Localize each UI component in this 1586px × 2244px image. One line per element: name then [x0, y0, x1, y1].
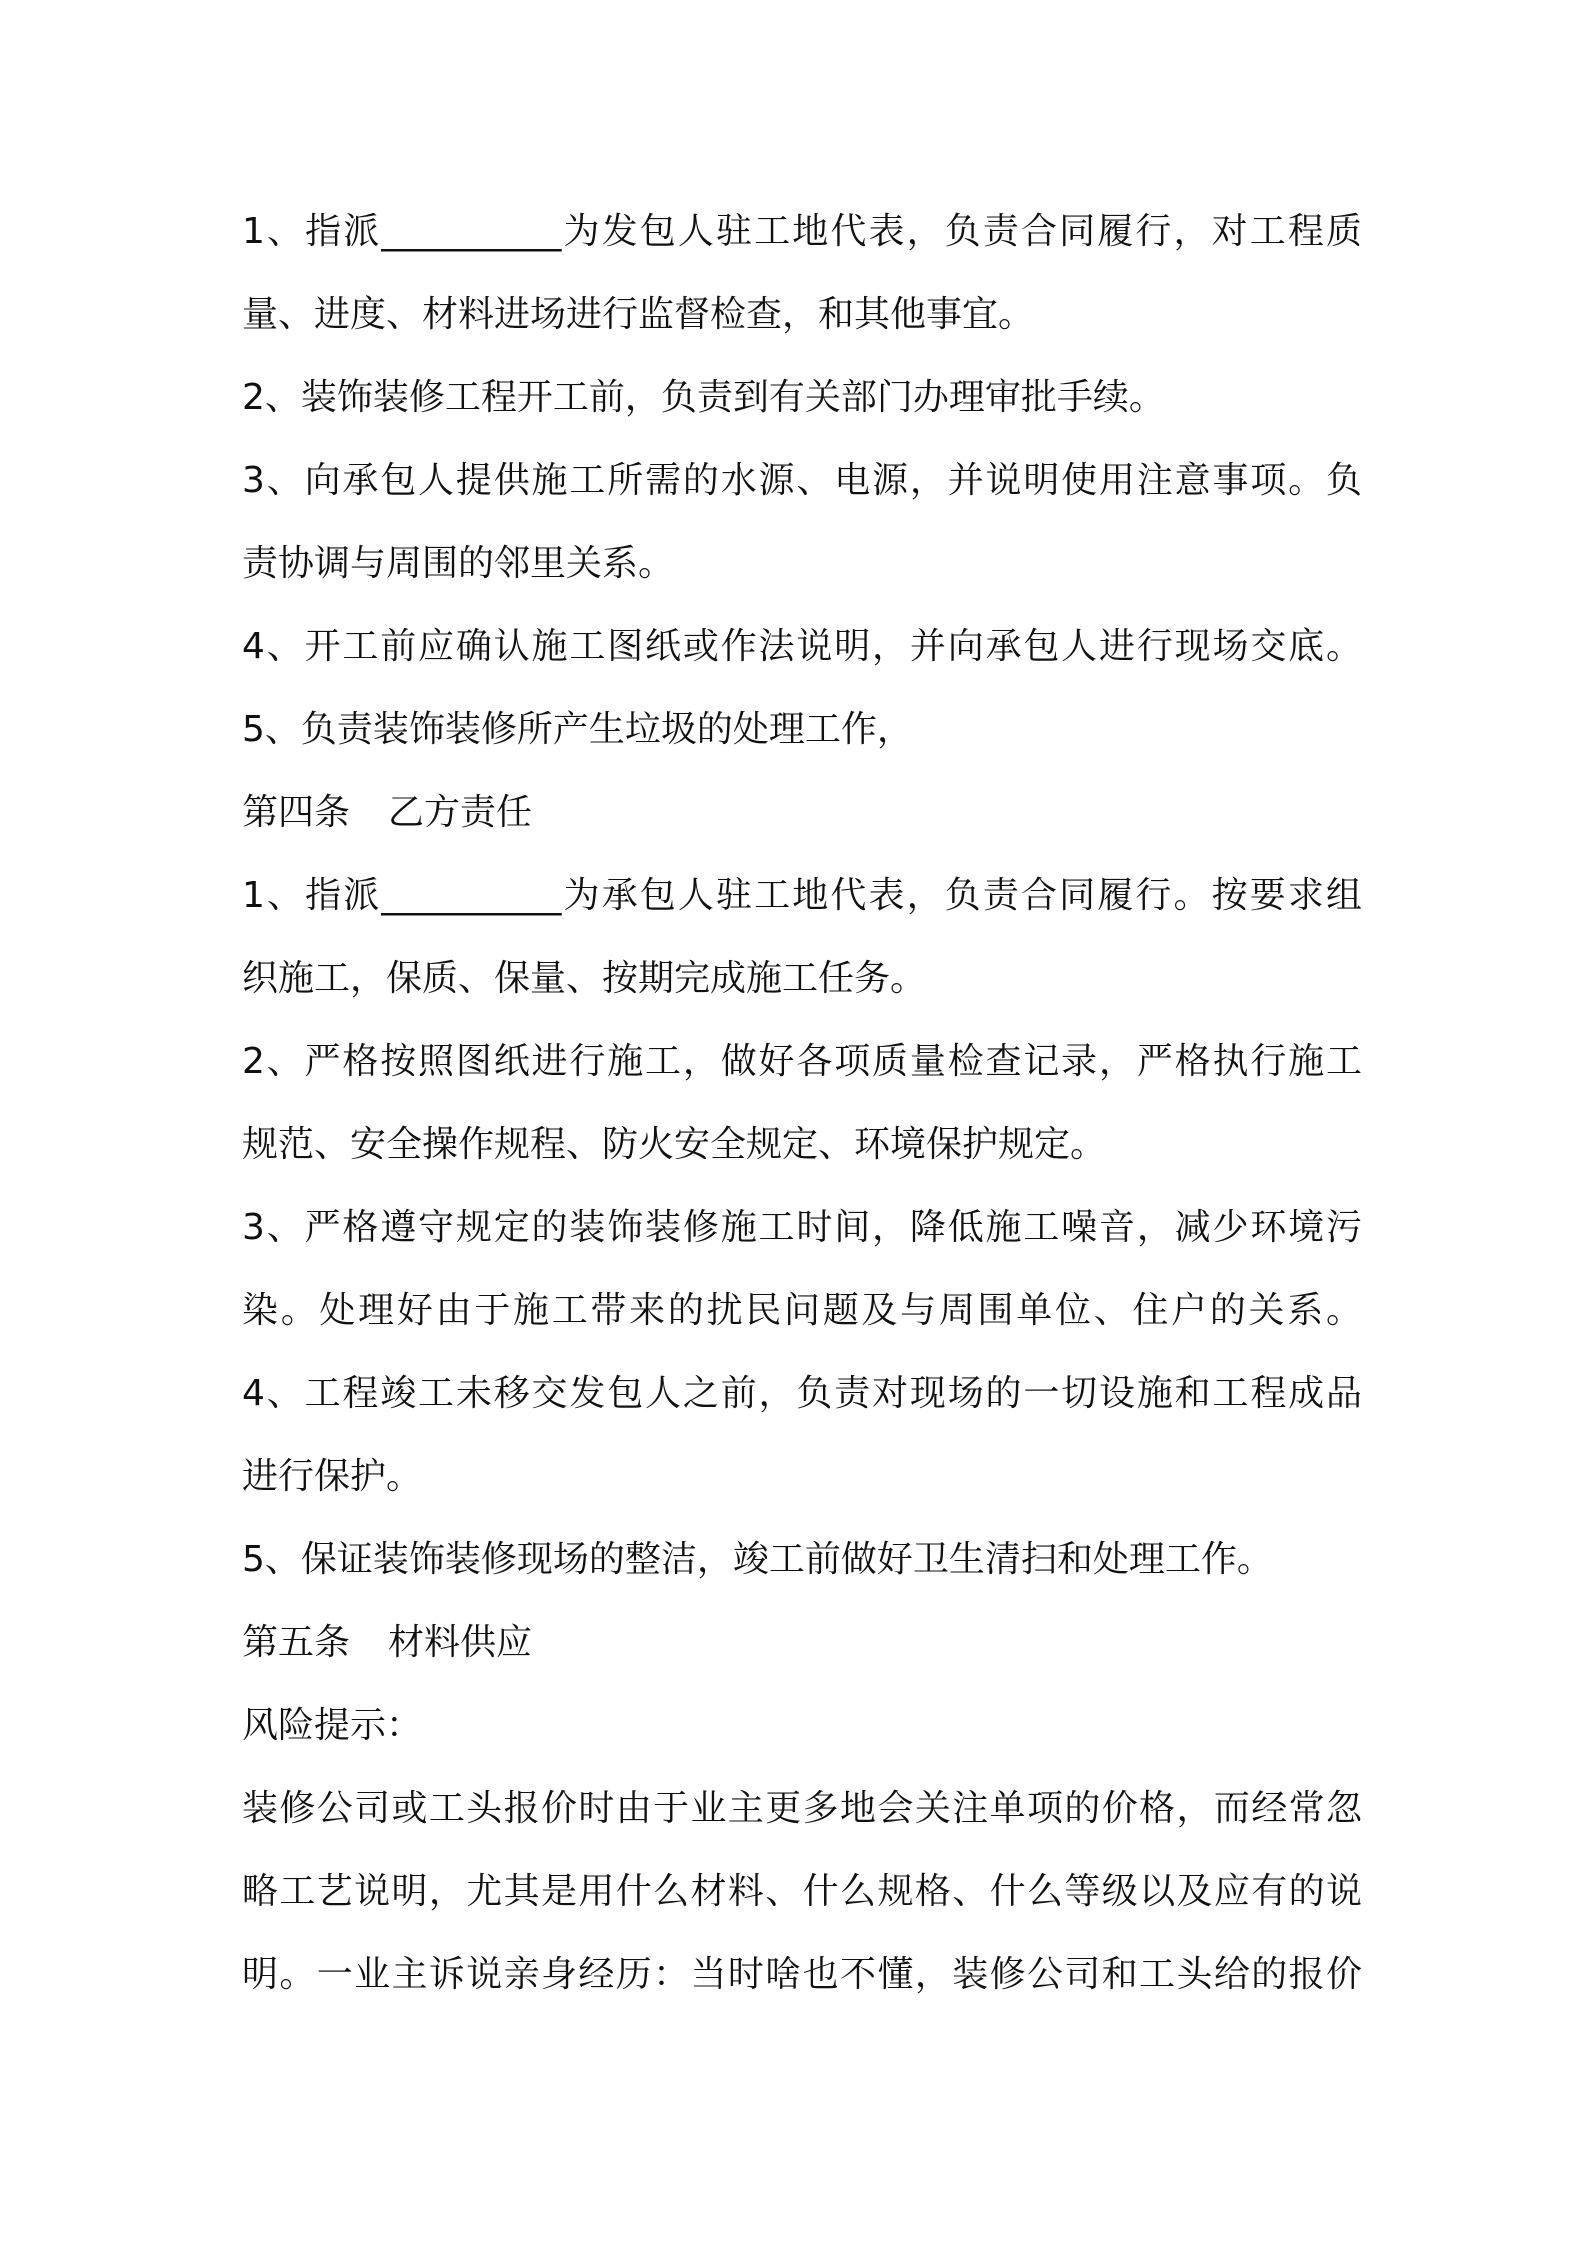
paragraph-line: 2、严格按照图纸进行施工，做好各项质量检查记录，严格执行施工: [242, 1041, 1362, 1082]
paragraph-line: 3、严格遵守规定的装饰装修施工时间，降低施工噪音，减少环境污: [242, 1207, 1362, 1248]
paragraph-line: 1、指派__________为承包人驻工地代表，负责合同履行。按要求组: [242, 875, 1362, 916]
paragraph-line: 5、负责装饰装修所产生垃圾的处理工作，: [242, 709, 913, 750]
paragraph-line: 量、进度、材料进场进行监督检查，和其他事宜。: [242, 294, 1035, 335]
paragraph-line: 1、指派__________为发包人驻工地代表，负责合同履行，对工程质: [242, 211, 1362, 252]
paragraph-line: 规范、安全操作规程、防火安全规定、环境保护规定。: [242, 1124, 1107, 1165]
paragraph-line: 装修公司或工头报价时由于业主更多地会关注单项的价格，而经常忽: [242, 1788, 1362, 1829]
article-title: 乙方责任: [388, 792, 533, 833]
article-number: 第四条: [242, 792, 351, 833]
article-number: 第五条: [242, 1622, 351, 1663]
paragraph-line: 染。处理好由于施工带来的扰民问题及与周围单位、住户的关系。: [242, 1290, 1362, 1331]
paragraph-line: 2、装饰装修工程开工前，负责到有关部门办理审批手续。: [242, 377, 1165, 418]
paragraph-line: 明。一业主诉说亲身经历：当时啥也不懂，装修公司和工头给的报价: [242, 1954, 1362, 1995]
article-title: 材料供应: [388, 1622, 533, 1663]
article-5-heading: [242, 1618, 1362, 1668]
paragraph-line: 进行保护。: [242, 1456, 423, 1497]
paragraph-line: 3、向承包人提供施工所需的水源、电源，并说明使用注意事项。负: [242, 460, 1362, 501]
paragraph-line: 织施工，保质、保量、按期完成施工任务。: [242, 958, 927, 999]
paragraph-line: 略工艺说明，尤其是用什么材料、什么规格、什么等级以及应有的说: [242, 1871, 1362, 1912]
paragraph-line: 5、保证装饰装修现场的整洁，竣工前做好卫生清扫和处理工作。: [242, 1539, 1273, 1580]
paragraph-line: 4、工程竣工未移交发包人之前，负责对现场的一切设施和工程成品: [242, 1373, 1362, 1414]
paragraph-line: 责协调与周围的邻里关系。: [242, 543, 675, 584]
paragraph-line: 4、开工前应确认施工图纸或作法说明，并向承包人进行现场交底。: [242, 626, 1362, 667]
article-4-heading: [242, 788, 1362, 838]
risk-notice-label: 风险提示：: [242, 1705, 423, 1746]
